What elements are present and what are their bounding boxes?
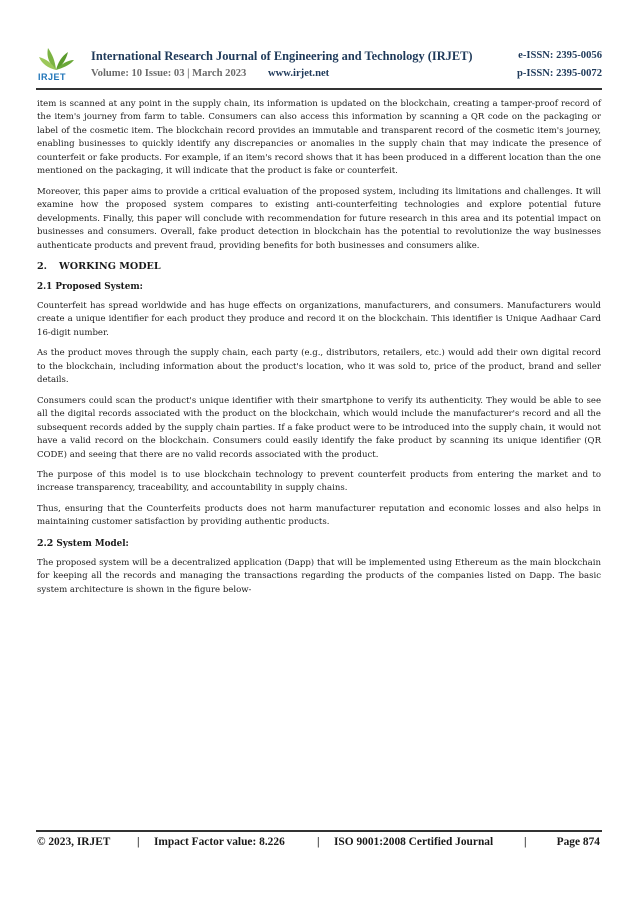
paragraph-intro-2: Moreover, this paper aims to provide a critical evaluation of the proposed system, including its limitations and challenges. It will examine how the proposed system compares to existing anti-counterfeiting technologies and explore potential future developments. Finally, this paper will conclude with recommendation for future research in this area and its potential impact on businesses and consumers. Overall, fake product detection in blockchain has the potential to revolutionize the way businesses authenticate products and prevent fraud, providing benefits for both businesses and consumers alike. bbox=[37, 186, 601, 251]
impact-factor: Impact Factor value: 8.226 bbox=[154, 836, 285, 848]
copyright: © 2023, IRJET bbox=[37, 836, 111, 848]
logo-text: IRJET bbox=[38, 72, 67, 82]
subsection-heading-proposed-system: 2.1 Proposed System: bbox=[37, 281, 143, 292]
paragraph-proposed-2: As the product moves through the supply chain, each party (e.g., distributors, retailers, etc.) would add their own digital record to the blockchain, including information about the product's location, who it was sold to, price of the product, brand and seller details. bbox=[37, 348, 601, 386]
p-issn: p-ISSN: 2395-0072 bbox=[516, 68, 602, 79]
e-issn: e-ISSN: 2395-0056 bbox=[518, 50, 602, 61]
volume-issue: Volume: 10 Issue: 03 | March 2023 bbox=[91, 68, 247, 79]
header-divider bbox=[36, 88, 602, 90]
footer-separator: | bbox=[137, 836, 140, 848]
paragraph-system-model-1: The proposed system will be a decentralized application (Dapp) that will be implemented using Ethereum as the main blockchain for keeping all the records and managing the transactions regarding the products of the companies listed on Dapp. The basic system architecture is shown in the figure below- bbox=[37, 557, 601, 595]
footer-separator: | bbox=[524, 836, 527, 848]
subsection-number: 2.2 bbox=[37, 537, 54, 549]
paragraph-intro-1: item is scanned at any point in the supply chain, its information is updated on the blockchain, creating a tamper-proof record of the item's journey from farm to table. Consumers can also access this information by scanning a QR code on the packaging or label of the cosmetic item. The blockchain record provides an immutable and transparent record of the cosmetic item's journey, enabling businesses to quickly identify any discrepancies or anomalies in the supply chain that may indicate the presence of counterfeit or fake products. For example, if an item's record shows that it has been produced in a different location than the one mentioned on the packaging, it will indicate that the product is fake or counterfeit. bbox=[37, 99, 601, 177]
footer-divider bbox=[36, 830, 602, 832]
iso-certification: ISO 9001:2008 Certified Journal bbox=[334, 836, 494, 848]
paragraph-proposed-5: Thus, ensuring that the Counterfeits products does not harm manufacturer reputation and economic losses and also helps in maintaining customer satisfaction by providing authentic products. bbox=[37, 503, 601, 528]
section-heading-working-model bbox=[37, 260, 601, 274]
paragraph-proposed-4: The purpose of this model is to use blockchain technology to prevent counterfeit products from entering the market and to increase transparency, traceability, and accountability in supply chains. bbox=[37, 469, 601, 494]
page-number: Page 874 bbox=[556, 836, 600, 848]
journal-title: International Research Journal of Engineering and Technology (IRJET) bbox=[91, 49, 473, 63]
article-body bbox=[37, 98, 601, 604]
subsection-title: System Model: bbox=[56, 538, 129, 549]
paragraph-proposed-3: Consumers could scan the product's unique identifier with their smartphone to verify its authenticity. They would be able to see all the digital records associated with the product on the blockchain, which would include the manufacturer's record and all the subsequent records added by the supply chain parties. If a fake product were to be introduced into the supply chain, it would not have a valid record on the blockchain. Consumers could easily identify the fake product by scanning its unique identifier (QR CODE) and seeing that there are no valid records associated with the product. bbox=[37, 395, 601, 460]
section-number: 2. bbox=[37, 260, 48, 272]
journal-footer bbox=[36, 836, 602, 852]
footer-separator: | bbox=[317, 836, 320, 848]
journal-header bbox=[34, 44, 604, 88]
section-title: WORKING MODEL bbox=[59, 260, 161, 272]
subsection-heading-system-model bbox=[37, 537, 601, 551]
paragraph-proposed-1: Counterfeit has spread worldwide and has huge effects on organizations, manufacturers, and consumers. Manufacturers would create a unique identifier for each product they produce and record it on the blockchain. This identifier is Unique Aadhaar Card 16-digit number. bbox=[37, 300, 601, 338]
journal-website-link[interactable]: www.irjet.net bbox=[268, 68, 330, 79]
